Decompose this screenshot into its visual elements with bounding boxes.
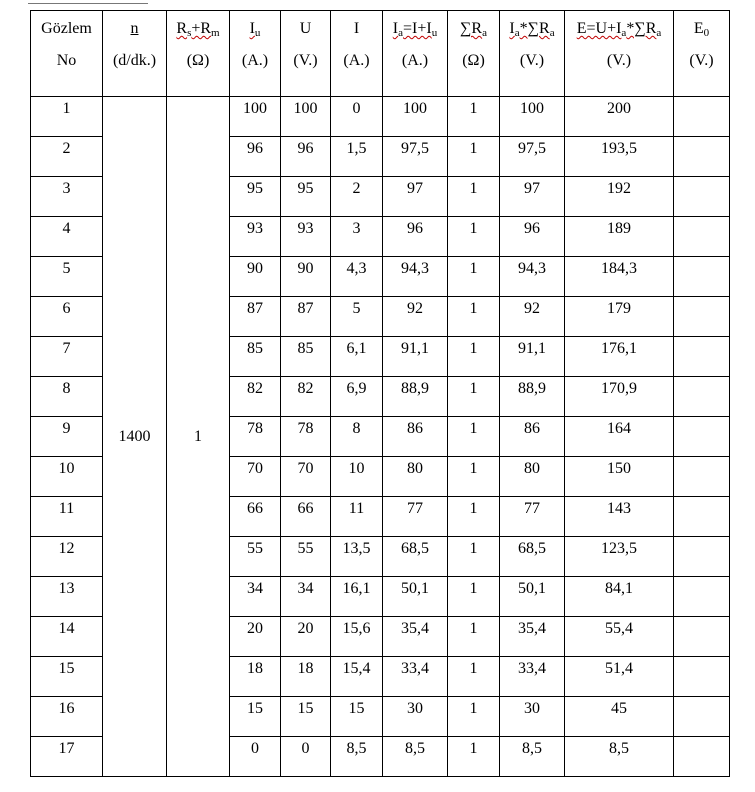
cell-ia: 86 bbox=[383, 417, 448, 457]
cell-sum-ra: 1 bbox=[448, 97, 500, 137]
cell-ia: 91,1 bbox=[383, 337, 448, 377]
cell-e: 184,3 bbox=[565, 257, 674, 297]
header-voltage: U (V.) bbox=[281, 11, 331, 97]
cell-ia-sum-ra: 96 bbox=[500, 217, 565, 257]
cell-ia-sum-ra: 92 bbox=[500, 297, 565, 337]
cell-ia: 30 bbox=[383, 697, 448, 737]
cell-sum-ra: 1 bbox=[448, 577, 500, 617]
header-speed: n (d/dk.) bbox=[103, 11, 167, 97]
cell-i: 6,1 bbox=[331, 337, 383, 377]
cell-e: 51,4 bbox=[565, 657, 674, 697]
cell-ia: 97,5 bbox=[383, 137, 448, 177]
cell-observation-no: 1 bbox=[31, 97, 103, 137]
cell-ia-sum-ra: 8,5 bbox=[500, 737, 565, 777]
header-e0: $E_0$ (V.) bbox=[674, 11, 730, 97]
cell-i: 15,6 bbox=[331, 617, 383, 657]
cell-i: 15 bbox=[331, 697, 383, 737]
cell-i: 16,1 bbox=[331, 577, 383, 617]
cell-u: 55 bbox=[281, 537, 331, 577]
cell-e0 bbox=[674, 537, 730, 577]
cell-sum-ra: 1 bbox=[448, 337, 500, 377]
cell-ia: 68,5 bbox=[383, 537, 448, 577]
cell-i: 11 bbox=[331, 497, 383, 537]
cell-ia: 77 bbox=[383, 497, 448, 537]
cell-i: 4,3 bbox=[331, 257, 383, 297]
cell-ia: 92 bbox=[383, 297, 448, 337]
cell-ia: 96 bbox=[383, 217, 448, 257]
cell-u: 82 bbox=[281, 377, 331, 417]
cell-speed-merged: 1400 bbox=[103, 97, 167, 777]
cell-u: 100 bbox=[281, 97, 331, 137]
cell-iu: 85 bbox=[230, 337, 281, 377]
cell-sum-ra: 1 bbox=[448, 657, 500, 697]
header-emf: $E=U+I_a*\sum R_a$ (V.) bbox=[565, 11, 674, 97]
cell-iu: 18 bbox=[230, 657, 281, 697]
cell-iu: 34 bbox=[230, 577, 281, 617]
cell-sum-ra: 1 bbox=[448, 177, 500, 217]
cell-ia-sum-ra: 50,1 bbox=[500, 577, 565, 617]
cell-sum-ra: 1 bbox=[448, 737, 500, 777]
cell-iu: 78 bbox=[230, 417, 281, 457]
cell-observation-no: 14 bbox=[31, 617, 103, 657]
cell-u: 0 bbox=[281, 737, 331, 777]
cell-observation-no: 15 bbox=[31, 657, 103, 697]
cell-ia-sum-ra: 68,5 bbox=[500, 537, 565, 577]
cell-i: 13,5 bbox=[331, 537, 383, 577]
cell-e: 189 bbox=[565, 217, 674, 257]
cell-observation-no: 7 bbox=[31, 337, 103, 377]
cell-observation-no: 13 bbox=[31, 577, 103, 617]
cell-u: 70 bbox=[281, 457, 331, 497]
cell-i: 3 bbox=[331, 217, 383, 257]
header-voltage-drop: $I_a*\sum R_a$ (V.) bbox=[500, 11, 565, 97]
cell-e0 bbox=[674, 417, 730, 457]
header-excitation-current: $I_u$ (A.) bbox=[230, 11, 281, 97]
cell-ia-sum-ra: 97,5 bbox=[500, 137, 565, 177]
cell-ia-sum-ra: 91,1 bbox=[500, 337, 565, 377]
cell-u: 20 bbox=[281, 617, 331, 657]
header-resistance-sum: $R_s+R_m$ (Ω) bbox=[167, 11, 230, 97]
cell-e0 bbox=[674, 577, 730, 617]
cell-iu: 82 bbox=[230, 377, 281, 417]
cell-e: 143 bbox=[565, 497, 674, 537]
cell-i: 8,5 bbox=[331, 737, 383, 777]
header-row bbox=[31, 11, 730, 97]
cell-e: 45 bbox=[565, 697, 674, 737]
cell-ia-sum-ra: 77 bbox=[500, 497, 565, 537]
cell-sum-ra: 1 bbox=[448, 457, 500, 497]
cell-e: 193,5 bbox=[565, 137, 674, 177]
cell-i: 6,9 bbox=[331, 377, 383, 417]
cell-resistance-merged: 1 bbox=[167, 97, 230, 777]
cell-e0 bbox=[674, 137, 730, 177]
cell-ia: 35,4 bbox=[383, 617, 448, 657]
cell-e0 bbox=[674, 737, 730, 777]
cell-i: 0 bbox=[331, 97, 383, 137]
cell-iu: 55 bbox=[230, 537, 281, 577]
header-observation-no: Gözlem No bbox=[31, 11, 103, 97]
cell-iu: 96 bbox=[230, 137, 281, 177]
cell-iu: 20 bbox=[230, 617, 281, 657]
cell-e: 164 bbox=[565, 417, 674, 457]
cell-e: 176,1 bbox=[565, 337, 674, 377]
cell-u: 18 bbox=[281, 657, 331, 697]
cell-e0 bbox=[674, 177, 730, 217]
cell-ia-sum-ra: 33,4 bbox=[500, 657, 565, 697]
cell-ia-sum-ra: 100 bbox=[500, 97, 565, 137]
cell-e0 bbox=[674, 497, 730, 537]
cell-observation-no: 12 bbox=[31, 537, 103, 577]
cell-e0 bbox=[674, 257, 730, 297]
cell-e: 84,1 bbox=[565, 577, 674, 617]
cell-ia: 97 bbox=[383, 177, 448, 217]
cell-observation-no: 3 bbox=[31, 177, 103, 217]
cell-iu: 70 bbox=[230, 457, 281, 497]
table-body bbox=[31, 97, 730, 777]
table-row bbox=[31, 97, 730, 137]
cell-e0 bbox=[674, 297, 730, 337]
cell-i: 8 bbox=[331, 417, 383, 457]
cell-observation-no: 11 bbox=[31, 497, 103, 537]
cell-ia: 33,4 bbox=[383, 657, 448, 697]
cell-sum-ra: 1 bbox=[448, 537, 500, 577]
cell-ia: 80 bbox=[383, 457, 448, 497]
cell-iu: 100 bbox=[230, 97, 281, 137]
cell-observation-no: 8 bbox=[31, 377, 103, 417]
cell-ia-sum-ra: 80 bbox=[500, 457, 565, 497]
cell-u: 85 bbox=[281, 337, 331, 377]
cell-u: 78 bbox=[281, 417, 331, 457]
cell-e0 bbox=[674, 457, 730, 497]
cell-ia: 100 bbox=[383, 97, 448, 137]
cell-observation-no: 6 bbox=[31, 297, 103, 337]
cell-e0 bbox=[674, 617, 730, 657]
cell-ia-sum-ra: 30 bbox=[500, 697, 565, 737]
cell-observation-no: 4 bbox=[31, 217, 103, 257]
cell-u: 96 bbox=[281, 137, 331, 177]
header-armature-current: $I_a=I+I_u$ (A.) bbox=[383, 11, 448, 97]
cell-iu: 66 bbox=[230, 497, 281, 537]
cell-e: 179 bbox=[565, 297, 674, 337]
cell-observation-no: 9 bbox=[31, 417, 103, 457]
cell-sum-ra: 1 bbox=[448, 497, 500, 537]
cell-iu: 95 bbox=[230, 177, 281, 217]
cell-observation-no: 5 bbox=[31, 257, 103, 297]
cell-sum-ra: 1 bbox=[448, 377, 500, 417]
cell-ia: 8,5 bbox=[383, 737, 448, 777]
cell-e0 bbox=[674, 697, 730, 737]
cell-e: 170,9 bbox=[565, 377, 674, 417]
cell-observation-no: 2 bbox=[31, 137, 103, 177]
cell-e: 200 bbox=[565, 97, 674, 137]
cell-i: 5 bbox=[331, 297, 383, 337]
cell-i: 10 bbox=[331, 457, 383, 497]
cell-ia: 88,9 bbox=[383, 377, 448, 417]
cell-e: 150 bbox=[565, 457, 674, 497]
cell-ia-sum-ra: 88,9 bbox=[500, 377, 565, 417]
cell-sum-ra: 1 bbox=[448, 217, 500, 257]
cell-iu: 93 bbox=[230, 217, 281, 257]
cell-e0 bbox=[674, 377, 730, 417]
measurement-table bbox=[30, 10, 730, 777]
cell-ia-sum-ra: 86 bbox=[500, 417, 565, 457]
cell-i: 2 bbox=[331, 177, 383, 217]
cell-i: 1,5 bbox=[331, 137, 383, 177]
cell-observation-no: 10 bbox=[31, 457, 103, 497]
cell-e0 bbox=[674, 337, 730, 377]
cell-e: 55,4 bbox=[565, 617, 674, 657]
cell-iu: 90 bbox=[230, 257, 281, 297]
cell-u: 95 bbox=[281, 177, 331, 217]
cell-e0 bbox=[674, 97, 730, 137]
cell-i: 15,4 bbox=[331, 657, 383, 697]
cell-e: 8,5 bbox=[565, 737, 674, 777]
cell-u: 93 bbox=[281, 217, 331, 257]
cell-ia-sum-ra: 35,4 bbox=[500, 617, 565, 657]
cell-iu: 0 bbox=[230, 737, 281, 777]
cell-u: 90 bbox=[281, 257, 331, 297]
cell-ia-sum-ra: 97 bbox=[500, 177, 565, 217]
cell-sum-ra: 1 bbox=[448, 417, 500, 457]
cell-ia: 94,3 bbox=[383, 257, 448, 297]
cell-e0 bbox=[674, 217, 730, 257]
cell-sum-ra: 1 bbox=[448, 697, 500, 737]
header-armature-resistance: $\sum R_a$ (Ω) bbox=[448, 11, 500, 97]
cell-sum-ra: 1 bbox=[448, 137, 500, 177]
cell-iu: 87 bbox=[230, 297, 281, 337]
header-load-current: I (A.) bbox=[331, 11, 383, 97]
cell-e: 123,5 bbox=[565, 537, 674, 577]
cell-sum-ra: 1 bbox=[448, 617, 500, 657]
cell-sum-ra: 1 bbox=[448, 297, 500, 337]
cell-ia: 50,1 bbox=[383, 577, 448, 617]
cell-observation-no: 16 bbox=[31, 697, 103, 737]
cell-observation-no: 17 bbox=[31, 737, 103, 777]
cropped-text-fragment bbox=[28, 0, 228, 6]
cell-u: 15 bbox=[281, 697, 331, 737]
cell-u: 34 bbox=[281, 577, 331, 617]
cell-sum-ra: 1 bbox=[448, 257, 500, 297]
cell-u: 66 bbox=[281, 497, 331, 537]
cell-e: 192 bbox=[565, 177, 674, 217]
cell-ia-sum-ra: 94,3 bbox=[500, 257, 565, 297]
cell-u: 87 bbox=[281, 297, 331, 337]
cell-e0 bbox=[674, 657, 730, 697]
cell-iu: 15 bbox=[230, 697, 281, 737]
